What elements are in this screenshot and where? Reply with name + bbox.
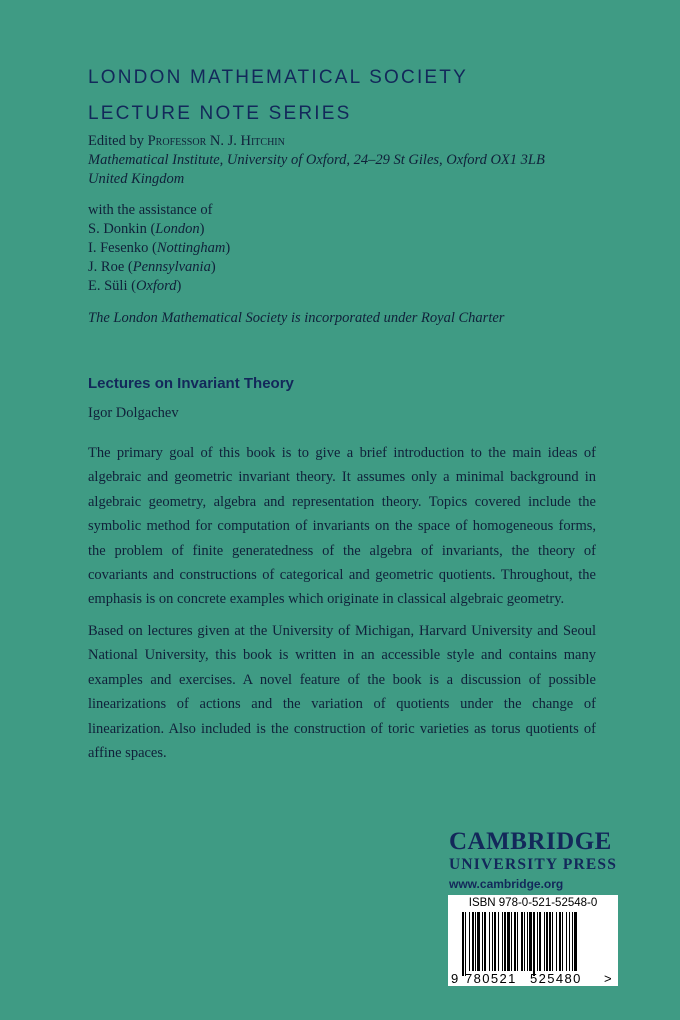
book-author: Igor Dolgachev [88, 405, 179, 421]
barcode-bar [511, 912, 512, 971]
series-title-line1: LONDON MATHEMATICAL SOCIETY [88, 67, 468, 88]
assistant-item: S. Donkin (London) [88, 221, 205, 237]
editor-prefix: Edited by [88, 133, 148, 149]
barcode-bar [484, 912, 486, 971]
barcode-bar [574, 912, 577, 971]
barcode-bar [465, 912, 466, 976]
barcode-bar [559, 912, 561, 971]
assistant-place: London [155, 221, 200, 237]
barcode-bar [477, 912, 480, 971]
barcode-bar [489, 912, 490, 971]
barcode-bar [504, 912, 506, 971]
barcode-bar [524, 912, 525, 971]
charter-note: The London Mathematical Society is incorporated under Royal Charter [88, 310, 505, 326]
assistant-item: E. Süli (Oxford) [88, 278, 182, 294]
barcode-bar [549, 912, 551, 971]
barcode-digits-right: 525480 [530, 971, 582, 986]
barcode-bar [544, 912, 545, 971]
barcode-end-mark: > [604, 971, 612, 986]
description-paragraph-2: Based on lectures given at the University of Michigan, Harvard University and Seoul National University, this book is written in an accessible style and contains many examples and exercises. A novel feature of the book is a discussion of possible linearizations of actions and the variation of quotients under the change of linearization. Also included is the construction of toric varieties as torus quotients of affine spaces. [88, 623, 596, 762]
barcode-bar [502, 912, 503, 971]
publisher-url[interactable]: www.cambridge.org [449, 877, 564, 891]
barcode-bars [462, 912, 577, 976]
barcode-bar [482, 912, 483, 971]
barcode-bar [566, 912, 567, 971]
barcode-label [448, 895, 618, 986]
isbn-text: ISBN 978-0-521-52548-0 [468, 897, 598, 909]
editor-country: United Kingdom [88, 171, 185, 187]
barcode-bar [546, 912, 548, 971]
barcode-bar [521, 912, 523, 971]
barcode-bar [492, 912, 493, 971]
assistance-block [88, 201, 230, 296]
publisher-logo [449, 828, 619, 894]
series-title [88, 60, 468, 132]
barcode-bar [517, 912, 518, 971]
book-title: Lectures on Invariant Theory [88, 375, 294, 392]
barcode-lead-digit: 9 [451, 971, 459, 986]
publisher-subtitle: UNIVERSITY PRESS [449, 856, 618, 873]
assistant-name: E. Süli [88, 278, 128, 294]
barcode-bar [537, 912, 538, 971]
assistant-item: J. Roe (Pennsylvania) [88, 259, 216, 275]
barcode-bar [475, 912, 476, 971]
publisher-name: CAMBRIDGE [449, 828, 612, 855]
barcode-bar [529, 912, 532, 971]
assistant-place: Nottingham [156, 240, 226, 256]
barcode-bar [552, 912, 553, 971]
barcode-bar [539, 912, 541, 971]
editor-block [88, 132, 545, 189]
barcode-bar [462, 912, 464, 976]
series-title-line2: LECTURE NOTE SERIES [88, 103, 352, 124]
assistant-place: Oxford [135, 278, 177, 294]
barcode-bar [572, 912, 573, 971]
barcode-bar [556, 912, 557, 971]
barcode-bar [562, 912, 563, 971]
barcode-bar [514, 912, 516, 971]
barcode [448, 895, 618, 986]
assistant-name: I. Fesenko [88, 240, 149, 256]
editor-institute: Mathematical Institute, University of Oxford, 24–29 St Giles, Oxford OX1 3LB [88, 152, 545, 168]
barcode-bar [533, 912, 535, 976]
barcode-bar [472, 912, 474, 971]
assistant-name: S. Donkin [88, 221, 147, 237]
barcode-bar [527, 912, 528, 971]
barcode-bar [569, 912, 570, 971]
description-paragraph-1: The primary goal of this book is to give a brief introduction to the main ideas of algebraic and geometric invariant theory. It assumes only a minimal background in algebraic geometry, algebra and representation theory. Topics covered include the symbolic method for computation of invariants on the space of homogeneous forms, the problem of finite generatedness of the algebra of invariants, the theory of covariants and constructions of categorical and geometric quotients. Throughout, the emphasis is on concrete examples which originate in classical algebraic geometry. [88, 445, 596, 608]
assistant-item: I. Fesenko (Nottingham) [88, 240, 231, 256]
assistant-place: Pennsylvania [132, 259, 211, 275]
assistant-name: J. Roe [88, 259, 125, 275]
barcode-bar [494, 912, 496, 971]
barcode-bar [469, 912, 470, 971]
barcode-digits-left: 780521 [465, 971, 517, 986]
barcode-bar [507, 912, 510, 971]
assistance-heading: with the assistance of [88, 202, 213, 218]
barcode-bar [498, 912, 499, 971]
editor-name: Professor N. J. Hitchin [147, 133, 285, 149]
